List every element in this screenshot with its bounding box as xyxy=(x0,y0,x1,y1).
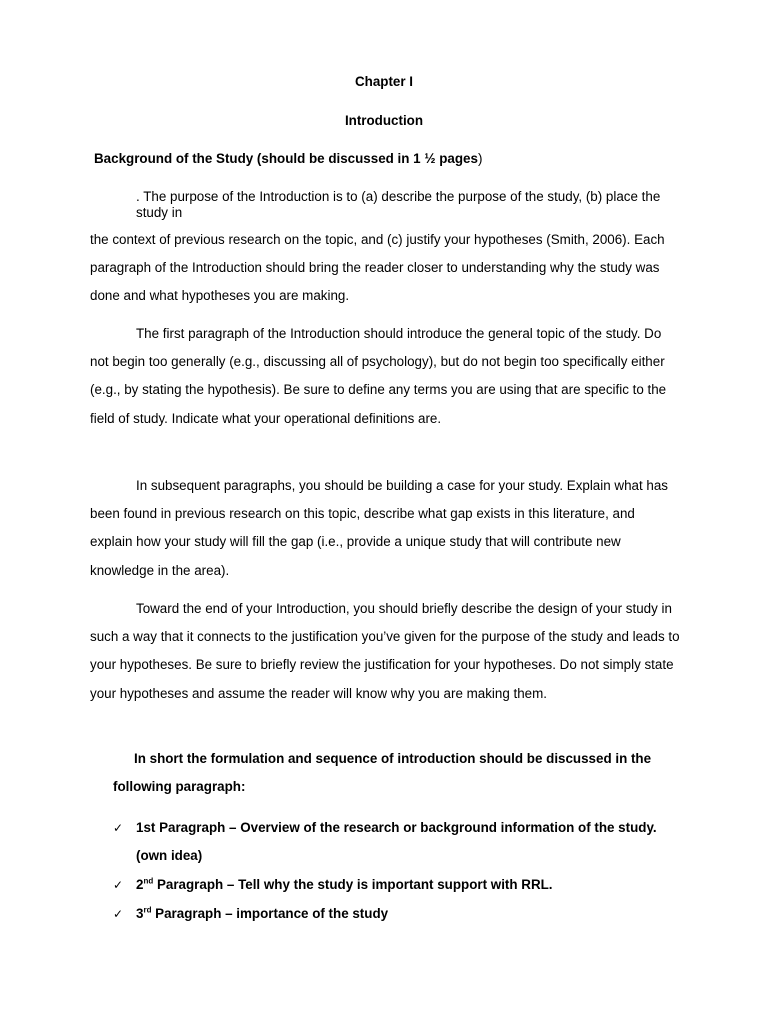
summary-paragraph xyxy=(113,745,680,801)
checklist-item-text: Paragraph – Overview of the research or background information of the study. (own idea) xyxy=(136,820,657,864)
paragraph-1-lead: . The purpose of the Introduction is to (a) describe the purpose of the study, (b) place the study in xyxy=(136,189,661,220)
section-heading-text: Background of the Study (should be discussed in 1 ½ pages xyxy=(94,151,478,166)
chapter-title: Chapter I xyxy=(354,74,414,89)
checklist-item-sup: nd xyxy=(143,876,154,886)
paragraph-4 xyxy=(90,595,680,708)
paragraph-3-text: In subsequent paragraphs, you should be building a case for your study. Explain what has been found in previous research on this topic, describe what gap exists in this literature, and explain how your study will fill the gap (i.e., provide a unique study that will contribute new knowledge in the area). xyxy=(90,478,668,578)
checklist-item xyxy=(113,814,680,870)
paragraph-checklist xyxy=(113,814,680,929)
checklist-item-sup: rd xyxy=(143,905,152,915)
section-heading xyxy=(94,151,482,166)
paragraph-2-text: The first paragraph of the Introduction should introduce the general topic of the study. Do not begin too generally (e.g., discussing all of psychology), but do not begin too specifically either (e.g., by stating the hypothesis). Be sure to define any terms you are using that are specific to the field of study. Indicate what your operational definitions are. xyxy=(90,326,667,426)
checklist-item xyxy=(113,900,680,928)
checklist-item xyxy=(113,870,680,900)
checklist-item-text: Paragraph – Tell why the study is important support with RRL. xyxy=(153,877,553,893)
summary-text: In short the formulation and sequence of introduction should be discussed in the following paragraph: xyxy=(113,751,652,795)
check-icon: ✓ xyxy=(113,878,124,893)
checklist-item-text: Paragraph – importance of the study xyxy=(151,906,389,922)
paragraph-3 xyxy=(90,472,680,585)
checklist-item-num: 1st xyxy=(136,820,156,835)
introduction-heading: Introduction xyxy=(344,113,424,128)
section-heading-close: ) xyxy=(477,151,483,166)
paragraph-4-text: Toward the end of your Introduction, you should briefly describe the design of your study in such a way that it connects to the justification you’ve given for the purpose of the study and leads to your hypotheses. Be sure to briefly review the justification for your hypotheses. Do not simply state your hypotheses and assume the reader will know why you are making them. xyxy=(90,601,680,701)
checklist-item-num: 2 xyxy=(136,877,144,893)
checklist-item-num: 3 xyxy=(136,906,144,922)
paragraph-1-rest: the context of previous research on the topic, and (c) justify your hypotheses (Smith, 2006). Each paragraph of the Introduction should bring the reader closer to understanding why the study was done and what hypotheses you are making. xyxy=(90,232,665,304)
check-icon: ✓ xyxy=(113,821,124,835)
paragraph-2 xyxy=(90,320,680,433)
check-icon: ✓ xyxy=(113,907,124,922)
